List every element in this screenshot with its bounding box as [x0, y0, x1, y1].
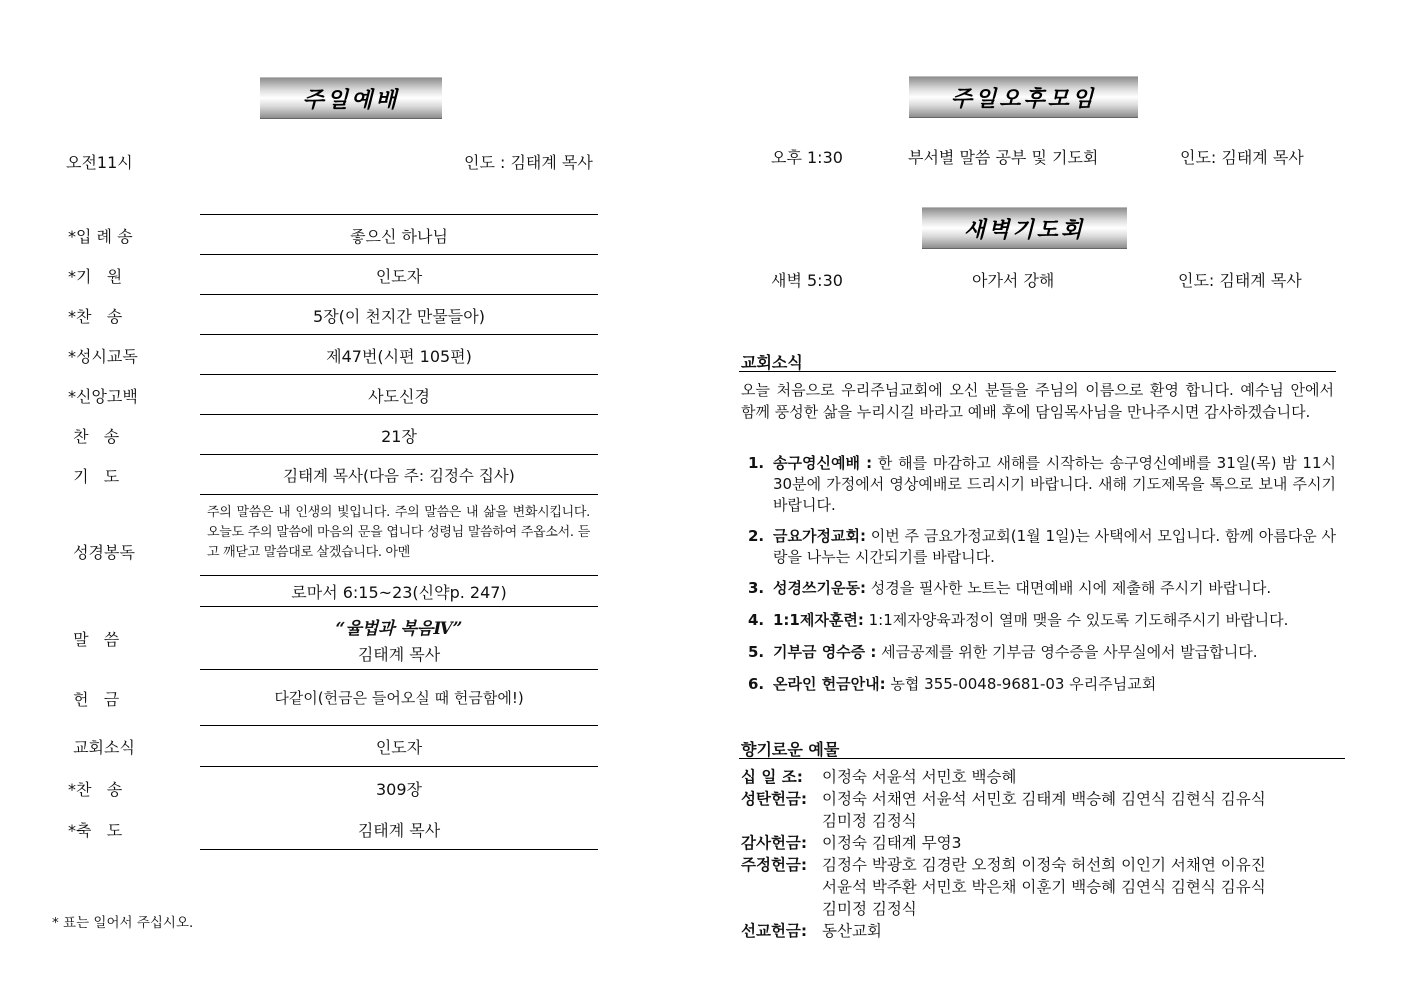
order-value: 제47번(시편 105편): [326, 347, 472, 366]
scripture-prayer: 주의 말씀은 내 인생의 빛입니다. 주의 말씀은 내 삶을 변화시킵니다. 오늘도 주의 말씀에 마음의 문을 엽니다 성령님 말씀하여 주옵소서. 듣고 깨닫고 말씀대로 살겠습니다. 아멘: [207, 505, 590, 560]
news-item-text: 농협 355-0048-9681-03 우리주님교회: [885, 675, 1157, 693]
order-label: 말 씀: [68, 630, 120, 649]
order-value: 김태계 목사(다음 주: 김정수 집사): [283, 467, 515, 485]
worship-leader: 인도 : 김태계 목사: [464, 153, 593, 172]
order-label: 찬 송: [68, 427, 120, 446]
order-value: 309장: [376, 780, 422, 799]
scripture-reference: 로마서 6:15~23(신약p. 247): [291, 583, 507, 602]
news-item: [748, 610, 1336, 631]
order-value: 5장(이 천지간 만물들아): [313, 307, 485, 326]
sermon-preacher: 김태계 목사: [357, 645, 441, 664]
order-value: 다같이(헌금은 들어오실 때 헌금함에!): [274, 689, 524, 707]
sermon-title: “율법과 복음Ⅳ”: [335, 619, 463, 639]
order-label: 기 도: [68, 467, 120, 486]
news-item-heading: 성경쓰기운동:: [773, 579, 866, 597]
news-item-text: 세금공제를 위한 기부금 영수증을 사무실에서 발급합니다.: [876, 643, 1258, 661]
afternoon-leader: 인도: 김태계 목사: [1180, 148, 1304, 167]
row-divider: [200, 494, 598, 495]
offering-names: 이정숙 김태계 무영3: [822, 834, 962, 852]
order-value: 인도자: [375, 267, 423, 286]
news-item-text: 한 해를 마감하고 새해를 시작하는 송구영신예배를 31일(목) 밤 11시 30분에 가정에서 영상예배로 드리시기 바랍니다. 새해 기도제목을 톡으로 보내 주시기 바랍니다.: [773, 454, 1336, 514]
news-item: [748, 578, 1336, 599]
dawn-time: 새벽 5:30: [771, 271, 843, 290]
standing-footnote: * 표는 일어서 주십시오.: [52, 915, 194, 931]
row-divider: [200, 849, 598, 850]
order-value: 사도신경: [368, 387, 430, 406]
afternoon-title: 부서별 말씀 공부 및 기도회: [908, 148, 1099, 167]
order-value: 좋으신 하나님: [350, 227, 448, 246]
row-divider: [200, 214, 598, 215]
news-item: [748, 526, 1336, 568]
row-divider: [200, 254, 598, 255]
order-value: 21장: [381, 427, 417, 446]
news-item: [748, 453, 1336, 516]
afternoon-banner: 주일오후모임: [909, 76, 1138, 118]
row-divider: [200, 294, 598, 295]
news-item-text: 성경을 필사한 노트는 대면예배 시에 제출해 주시기 바랍니다.: [865, 579, 1272, 597]
dawn-title: 아가서 강해: [972, 271, 1055, 290]
order-label: 교회소식: [68, 738, 135, 757]
worship-time: 오전11시: [66, 153, 133, 172]
row-divider: [200, 414, 598, 415]
news-item-text: 1:1제자양육과정이 열매 맺을 수 있도록 기도해주시기 바랍니다.: [863, 611, 1289, 629]
offerings-title: 향기로운 예물: [741, 740, 840, 759]
order-value: 김태계 목사: [357, 821, 441, 840]
order-label: *입 례 송: [68, 227, 133, 246]
news-title-underline: [739, 371, 1336, 372]
offering-label: 성탄헌금:: [741, 790, 808, 808]
news-item-number: 2.: [748, 527, 765, 545]
news-item-text: 이번 주 금요가정교회(1월 1일)는 사택에서 모입니다. 함께 아름다운 사랑을 나누는 시간되기를 바랍니다.: [773, 527, 1336, 566]
dawn-banner: 새벽기도회: [922, 207, 1127, 249]
afternoon-time: 오후 1:30: [771, 148, 843, 167]
news-item-heading: 온라인 헌금안내:: [773, 675, 886, 693]
offering-names: 김정수 박광호 김경란 오정희 이정숙 허선희 이인기 서채연 이유진: [822, 856, 1266, 874]
dawn-leader: 인도: 김태계 목사: [1178, 271, 1302, 290]
offering-names: 김미정 김정식: [822, 900, 917, 918]
row-divider: [200, 575, 598, 576]
news-item-heading: 1:1제자훈련:: [773, 611, 864, 629]
news-item-number: 3.: [748, 579, 765, 597]
order-label: *축 도: [68, 821, 123, 840]
row-divider: [200, 725, 598, 726]
news-item-heading: 금요가정교회:: [773, 527, 866, 545]
order-label: *찬 송: [68, 307, 123, 326]
order-label: *성시교독: [68, 347, 138, 366]
offerings-title-underline: [739, 758, 1345, 759]
order-label: *신앙고백: [68, 387, 138, 406]
worship-banner: 주일예배: [260, 77, 442, 119]
order-label: *기 원: [68, 267, 123, 286]
row-divider: [200, 669, 598, 670]
offering-label: 주정헌금:: [741, 856, 808, 874]
news-intro: 오늘 처음으로 우리주님교회에 오신 분들을 주님의 이름으로 환영 합니다. 예수님 안에서 함께 풍성한 삶을 누리시길 바라고 예배 후에 담임목사님을 만나주시면 감사하겠습니다.: [741, 381, 1334, 421]
row-divider: [200, 606, 598, 607]
order-value: 인도자: [375, 738, 423, 757]
news-item-number: 6.: [748, 675, 765, 693]
news-item-number: 5.: [748, 643, 765, 661]
news-item-heading: 기부금 영수증 :: [773, 643, 877, 661]
news-item-number: 4.: [748, 611, 765, 629]
news-item: [748, 674, 1336, 695]
offering-names: 이정숙 서윤석 서민호 백승혜: [822, 768, 1017, 786]
offering-label: 십 일 조:: [741, 768, 803, 786]
order-label: *찬 송: [68, 780, 123, 799]
offering-label: 감사헌금:: [741, 834, 808, 852]
order-label: 헌 금: [68, 690, 120, 709]
offering-names: 김미정 김정식: [822, 812, 917, 830]
row-divider: [200, 374, 598, 375]
offering-names: 동산교회: [822, 922, 882, 940]
row-divider: [200, 454, 598, 455]
order-label: 성경봉독: [68, 543, 135, 562]
offering-names: 이정숙 서채연 서윤석 서민호 김태계 백승혜 김연식 김현식 김유식: [822, 790, 1266, 808]
news-item-heading: 송구영신예배 :: [773, 454, 873, 472]
offering-label: 선교헌금:: [741, 922, 808, 940]
row-divider: [200, 334, 598, 335]
news-title: 교회소식: [741, 353, 803, 372]
news-item: [748, 642, 1336, 663]
offering-names: 서윤석 박주환 서민호 박은채 이훈기 백승혜 김연식 김현식 김유식: [822, 878, 1266, 896]
news-item-number: 1.: [748, 454, 765, 472]
row-divider: [200, 766, 598, 767]
